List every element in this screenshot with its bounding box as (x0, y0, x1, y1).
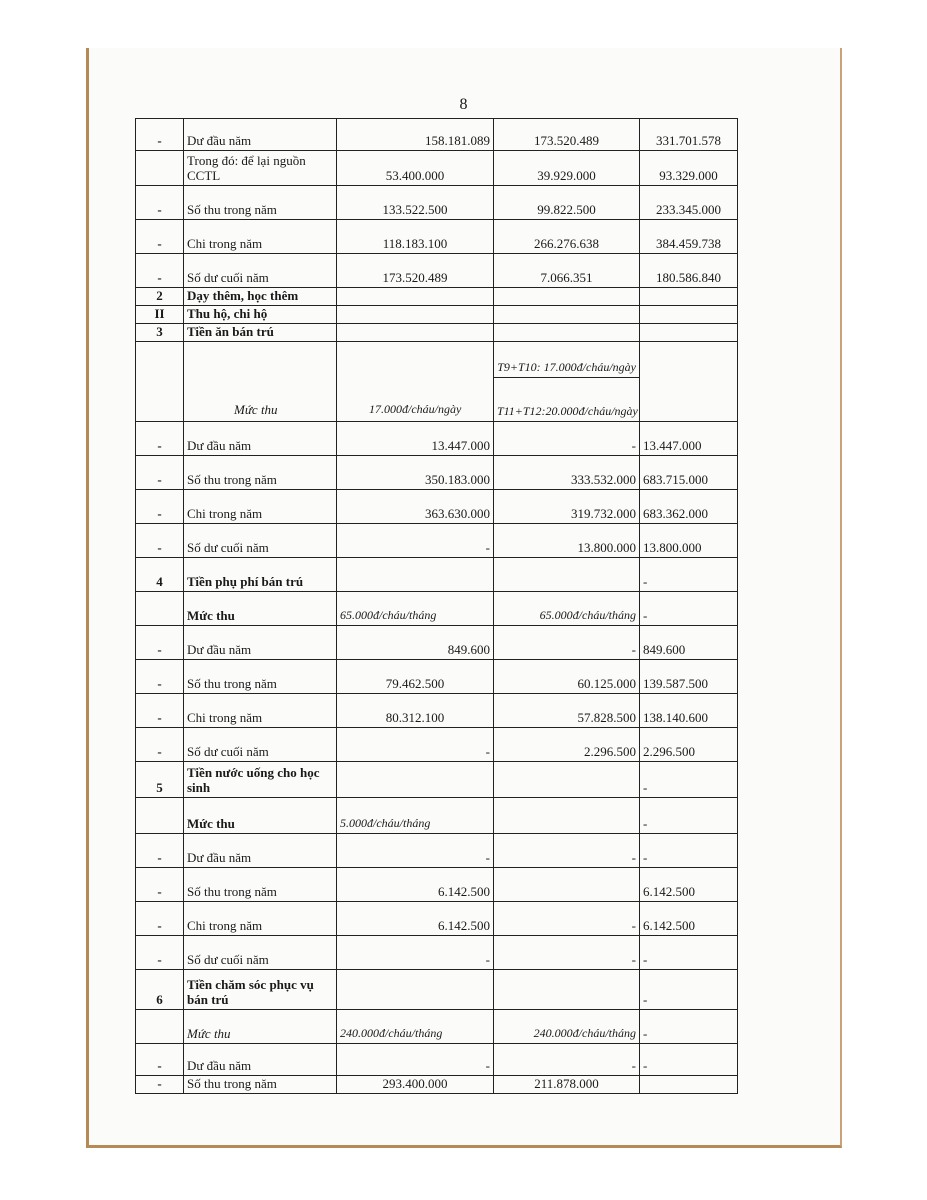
table-row: - Số thu trong năm 79.462.500 60.125.000 139.587.500 (136, 660, 738, 694)
table-row: II Thu hộ, chi hộ (136, 306, 738, 324)
table-row: - Số dư cuối năm - 13.800.000 13.800.000 (136, 524, 738, 558)
table-row: T11+T12:20.000đ/cháu/ngày (136, 378, 738, 422)
table-row: - Số dư cuối năm - - - (136, 936, 738, 970)
table-row: - Dư đầu năm 849.600 - 849.600 (136, 626, 738, 660)
table-row: - Số dư cuối năm 173.520.489 7.066.351 180.586.840 (136, 254, 738, 288)
table-row: - Dư đầu năm - - - (136, 834, 738, 868)
table-row: - Chi trong năm 80.312.100 57.828.500 138.140.600 (136, 694, 738, 728)
table-row: Trong đó: để lại nguồn CCTL 53.400.000 39.929.000 93.329.000 (136, 151, 738, 186)
table-row: - Số thu trong năm 133.522.500 99.822.500 233.345.000 (136, 186, 738, 220)
page-number: 8 (459, 96, 468, 113)
table-row: - Dư đầu năm 158.181.089 173.520.489 331.701.578 (136, 119, 738, 151)
finance-table (135, 118, 738, 1094)
table-row: - Chi trong năm 6.142.500 - 6.142.500 (136, 902, 738, 936)
table-row: 5 Tiền nước uống cho học sinh - (136, 762, 738, 798)
table-row: - Dư đầu năm 13.447.000 - 13.447.000 (136, 422, 738, 456)
table-row: Mức thu 17.000đ/cháu/ngày T9+T10: 17.000đ/cháu/ngày (136, 342, 738, 378)
table-row: 4 Tiền phụ phí bán trú - (136, 558, 738, 592)
table-row: - Số thu trong năm 293.400.000 211.878.000 (136, 1076, 738, 1094)
table-row: - Số thu trong năm 350.183.000 333.532.000 683.715.000 (136, 456, 738, 490)
table-row: - Số dư cuối năm - 2.296.500 2.296.500 (136, 728, 738, 762)
table-row: 2 Dạy thêm, học thêm (136, 288, 738, 306)
table-row: Mức thu 240.000đ/cháu/tháng 240.000đ/cháu/tháng - (136, 1010, 738, 1044)
table-row: - Dư đầu năm - - - (136, 1044, 738, 1076)
table-row: 6 Tiền chăm sóc phục vụ bán trú - (136, 970, 738, 1010)
table-row: - Chi trong năm 118.183.100 266.276.638 384.459.738 (136, 220, 738, 254)
table-row: Mức thu 5.000đ/cháu/tháng - (136, 798, 738, 834)
table-row: 3 Tiền ăn bán trú (136, 324, 738, 342)
table-row: - Số thu trong năm 6.142.500 6.142.500 (136, 868, 738, 902)
table-row: - Chi trong năm 363.630.000 319.732.000 683.362.000 (136, 490, 738, 524)
table-row: Mức thu 65.000đ/cháu/tháng 65.000đ/cháu/tháng - (136, 592, 738, 626)
